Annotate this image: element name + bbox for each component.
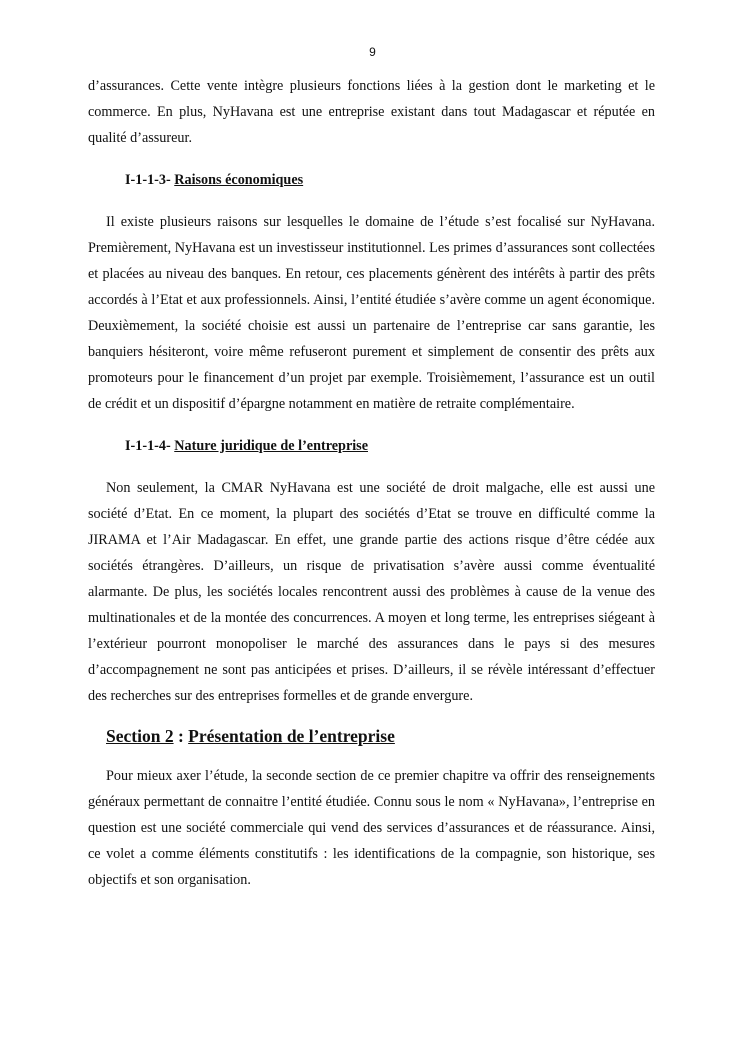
heading-number: I-1-1-3-	[125, 172, 171, 188]
section-title: Présentation de l’entreprise	[188, 726, 395, 746]
paragraph-raisons-economiques: Il existe plusieurs raisons sur lesquelles le domaine de l’étude s’est focalisé sur NyHavana. Premièrement, NyHavana est un investisseur institutionnel. Les primes d’assurances sont collectées et placées au niveau des banques. En retour, ces placements génèrent des intérêts à partir des prêts accordés à l’Etat et aux professionnels. Ainsi, l’entité étudiée s’avère comme un agent économique. Deuxièmement, la société choisie est aussi un partenaire de l’entreprise car sans garantie, les banquiers hésiteront, voire même refuseront purement et simplement de consentir des prêts aux promoteurs pour le financement d’un projet par exemple. Troisièmement, l’assurance est un outil de crédit et un dispositif d’épargne notamment en matière de retraite complémentaire.	[88, 214, 655, 412]
heading-title: Raisons économiques	[174, 172, 304, 188]
paragraph-nature-juridique: Non seulement, la CMAR NyHavana est une société de droit malgache, elle est aussi une société d’Etat. En ce moment, la plupart des sociétés d’Etat se trouve en difficulté comme la JIRAMA et l’Air Madagascar. En effet, une grande partie des actions risque d’être cédée aux sociétés étrangères. D’ailleurs, un risque de privatisation s’avère aussi comme éventualité alarmante. De plus, les sociétés locales rencontrent aussi des problèmes à cause de la venue des multinationales et de la montée des concurrences. A moyen et long terme, les entreprises siégeant à l’extérieur pourront monopoliser le marché des assurances dans le pays si des mesures d’accompagnement ne sont pas anticipées et prises. D’ailleurs, il se révèle intéressant d’effectuer des recherches sur des entreprises formelles et de grande envergure.	[88, 480, 655, 704]
section-separator: :	[173, 726, 189, 746]
page-number: 9	[369, 45, 376, 59]
section-label: Section 2	[106, 726, 174, 746]
paragraph-continuation: d’assurances. Cette vente intègre plusieurs fonctions liées à la gestion dont le marketing et le commerce. En plus, NyHavana est une entreprise existant dans tout Madagascar et réputée en qualité d’assureur.	[88, 78, 655, 146]
heading-number: I-1-1-4-	[125, 438, 171, 454]
heading-nature-juridique	[125, 433, 655, 459]
document-body	[88, 73, 655, 893]
heading-raisons-economiques	[125, 167, 655, 193]
paragraph-presentation: Pour mieux axer l’étude, la seconde section de ce premier chapitre va offrir des renseignements généraux permettant de connaitre l’entité étudiée. Connu sous le nom « NyHavana», l’entreprise en question est une société commerciale qui vend des services d’assurances et de réassurance. Ainsi, ce volet a comme éléments constitutifs : les identifications de la compagnie, son historique, ses objectifs et son organisation.	[88, 768, 655, 888]
heading-title: Nature juridique de l’entreprise	[174, 438, 368, 454]
section-heading	[106, 723, 655, 749]
